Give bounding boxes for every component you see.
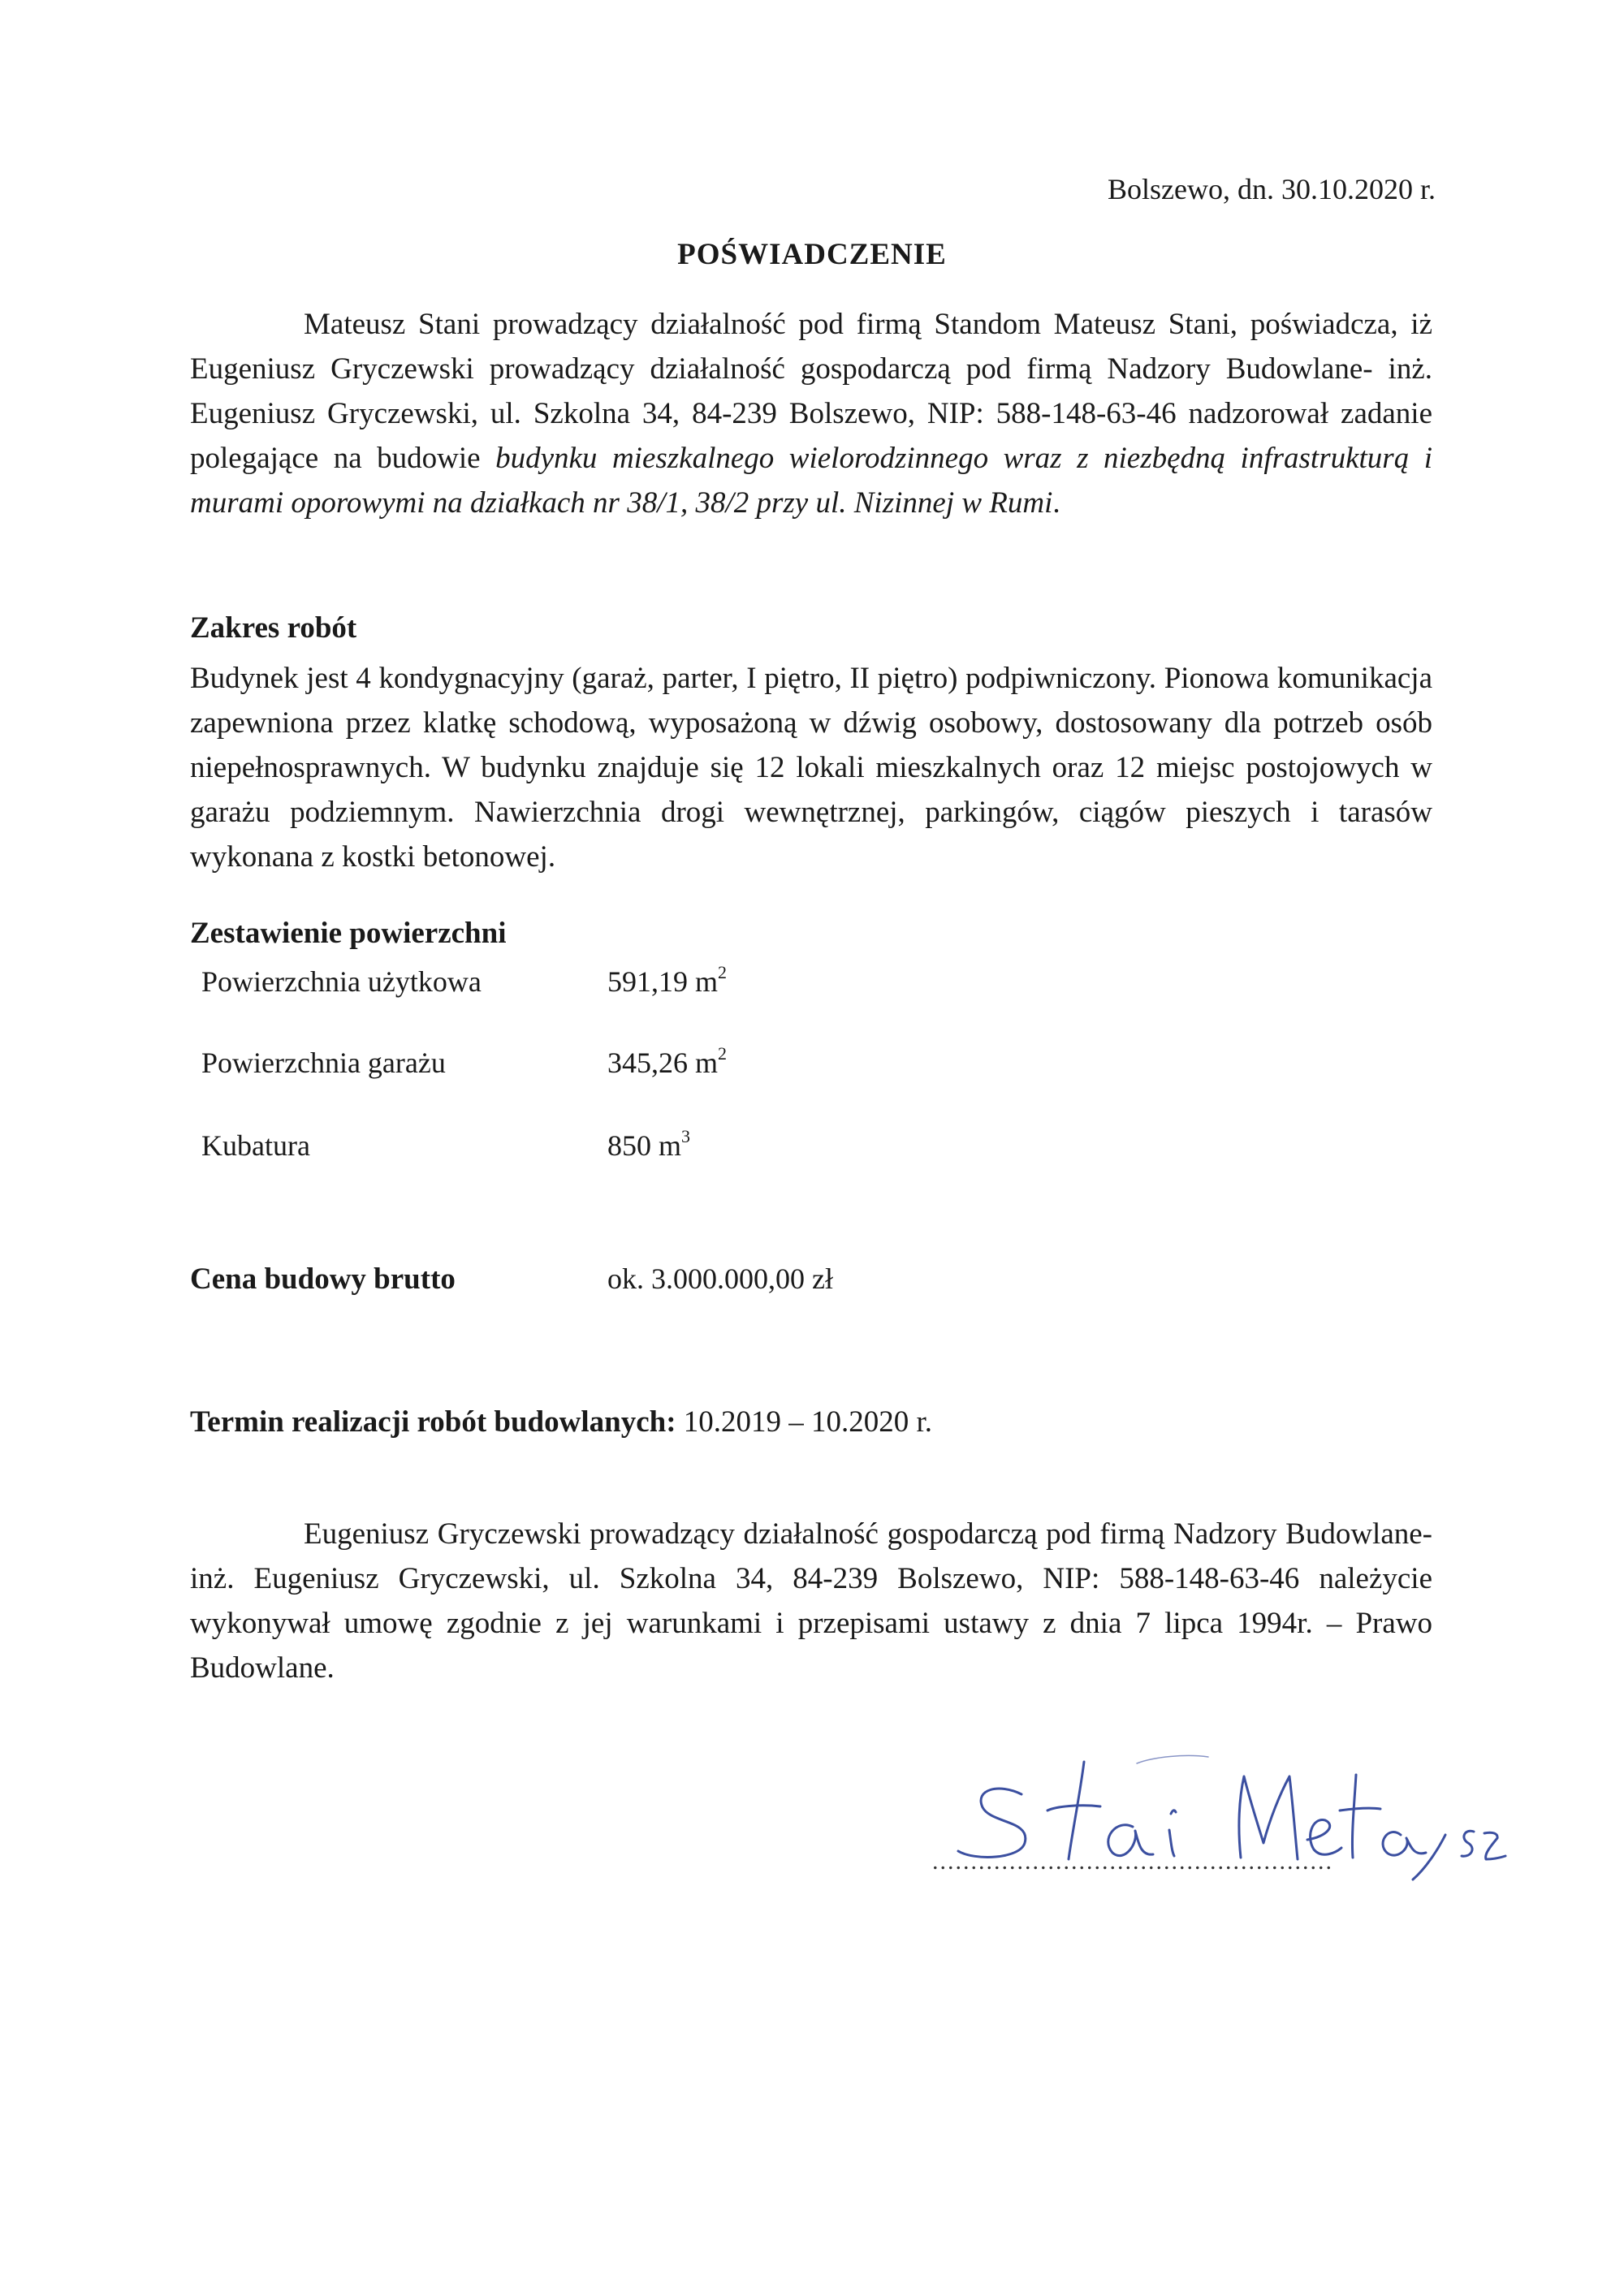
intro-paragraph xyxy=(190,302,1432,525)
signature-line: .................................................... xyxy=(932,1848,1333,1875)
document-title: POŚWIADCZENIE xyxy=(677,238,947,271)
area-row-value: 850 $m^3$ xyxy=(607,1126,691,1162)
termin-label: Termin realizacji robót budowlanych: xyxy=(190,1405,676,1439)
zakres-paragraph: Budynek jest 4 kondygnacyjny (garaż, parter, I piętro, II piętro) podpiwniczony. Pionowa komunikacja zapewniona przez klatkę schodową, wyposażoną w dźwig osobowy, dostosowany dla potrzeb osób niepełnosprawnych. W budynku znajduje się 12 lokali mieszkalnych oraz 12 miejsc postojowych w garażu podziemnym. Nawierzchnia drogi wewnętrznej, parkingów, ciągów pieszych i tarasów wykonana z kostki betonowej. xyxy=(190,662,1432,874)
area-row-label: Kubatura xyxy=(201,1129,310,1162)
area-row-label: Powierzchnia garażu xyxy=(201,1047,446,1079)
document-date: Bolszewo, dn. 30.10.2020 r. xyxy=(1108,173,1436,205)
price-value: ok. 3.000.000,00 zł xyxy=(607,1262,833,1295)
termin-line xyxy=(190,1405,932,1439)
termin-value: 10.2019 – 10.2020 r. xyxy=(676,1405,933,1439)
closing-paragraph: Eugeniusz Gryczewski prowadzący działalność gospodarczą pod firmą Nadzory Budowlane- inż. Eugeniusz Gryczewski, ul. Szkolna 34, 84-239 Bolszewo, NIP: 588-148-63-46 należycie wykonywał umowę zgodnie z jej warunkami i przepisami ustawy z dnia 7 lipca 1994r. – Prawo Budowlane. xyxy=(190,1517,1432,1685)
intro-text-end: . xyxy=(1052,486,1060,520)
zestawienie-heading: Zestawienie powierzchni xyxy=(190,917,507,950)
area-row-value: 345,26 $m^2$ xyxy=(607,1043,728,1079)
zakres-heading: Zakres robót xyxy=(190,611,357,645)
intro-text: Mateusz Stani prowadzący działalność pod firmą Standom Mateusz Stani, poświadcza, iż Eugeniusz Gryczewski prowadzący działalność gospodarczą pod firmą Nadzory Budowlane- inż. Eugeniusz Gryczewski, ul. Szkolna 34, 84-239 Bolszewo, NIP: 588-148-63-46 nadzorował zadanie polegające na budowie xyxy=(190,308,1432,475)
intro-italic-text: budynku mieszkalnego wielorodzinnego wraz z niezbędną infrastrukturą i murami oporowymi na działkach nr 38/1, 38/2 przy ul. Nizinnej w Rumi xyxy=(190,442,1432,520)
price-label: Cena budowy brutto xyxy=(190,1262,456,1296)
area-row-label: Powierzchnia użytkowa xyxy=(201,965,482,998)
area-row-value: 591,19 $m^2$ xyxy=(607,962,728,998)
